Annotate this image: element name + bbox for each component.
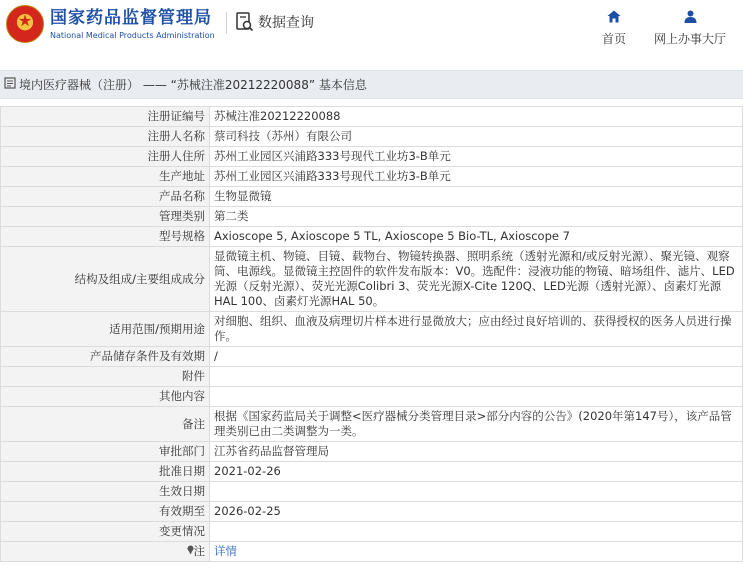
pin-icon: [187, 544, 194, 558]
info-row: [1, 167, 743, 187]
nav-online-services[interactable]: [650, 8, 730, 47]
field-value: 苏州工业园区兴浦路333号现代工业坊3-B单元: [210, 147, 743, 167]
registration-info-table: [0, 106, 743, 562]
nav-services-label: 网上办事大厅: [653, 32, 726, 46]
document-search-icon: [236, 12, 254, 32]
info-row: [1, 312, 743, 347]
data-query-label: 数据查询: [258, 15, 314, 31]
breadcrumb-text: 境内医疗器械（注册） —— “苏械注准20212220088” 基本信息: [19, 78, 367, 92]
info-row: [1, 407, 743, 442]
field-value: 2021-02-26: [210, 462, 743, 482]
field-label: 其他内容: [1, 387, 210, 407]
nav-home-label: 首页: [601, 32, 626, 46]
header-divider: [226, 12, 227, 34]
field-value: [210, 482, 743, 502]
field-label: 结构及组成/主要组成成分: [1, 247, 210, 312]
field-label: 有效期至: [1, 502, 210, 522]
field-label: 附件: [1, 367, 210, 387]
field-value: 苏械注准20212220088: [210, 107, 743, 127]
field-label: 生效日期: [1, 482, 210, 502]
field-value: 对细胞、组织、血液及病理切片样本进行显微放大；应由经过良好培训的、获得授权的医务人员进行操作。: [210, 312, 743, 347]
field-value: 生物显微镜: [210, 187, 743, 207]
field-value: 蔡司科技（苏州）有限公司: [210, 127, 743, 147]
breadcrumb: [0, 70, 743, 99]
home-icon: [607, 8, 621, 27]
nav-home[interactable]: [596, 8, 632, 47]
site-header: [0, 0, 743, 46]
field-value: 2026-02-25: [210, 502, 743, 522]
info-row: [1, 522, 743, 542]
info-row: [1, 147, 743, 167]
note-label: 注: [193, 544, 205, 558]
field-value: 苏州工业园区兴浦路333号现代工业坊3-B单元: [210, 167, 743, 187]
field-value: 显微镜主机、物镜、目镜、载物台、物镜转换器、照明系统（透射光源和/或反射光源）、聚光镜、观察筒、电源线。显微镜主控固件的软件发布版本：V0。选配件：浸液功能的物镜、暗场组件、滤片、LED光源（反射光源）、荧光光源Colibri 3、荧光光源X-Cite 120Q、LED光源（透射光源）、卤素灯光源HAL 100、卤素灯光源HAL 50。: [210, 247, 743, 312]
field-label: 适用范围/预期用途: [1, 312, 210, 347]
field-label: 注册人名称: [1, 127, 210, 147]
site-name-en: National Medical Products Administration: [50, 30, 215, 40]
note-row: [1, 542, 743, 562]
info-row: [1, 187, 743, 207]
info-row: [1, 442, 743, 462]
field-label: 变更情况: [1, 522, 210, 542]
note-label-cell: [1, 542, 210, 562]
info-row: [1, 207, 743, 227]
field-label: 型号规格: [1, 227, 210, 247]
field-value: 第二类: [210, 207, 743, 227]
field-label: 批准日期: [1, 462, 210, 482]
national-emblem-icon: [6, 5, 44, 43]
info-row: [1, 482, 743, 502]
field-label: 审批部门: [1, 442, 210, 462]
info-row: [1, 127, 743, 147]
user-icon: [684, 8, 697, 27]
field-value: [210, 367, 743, 387]
info-row: [1, 367, 743, 387]
field-value: 江苏省药品监督管理局: [210, 442, 743, 462]
field-value: [210, 387, 743, 407]
field-label: 注册人住所: [1, 147, 210, 167]
document-list-icon: [4, 77, 16, 92]
field-value: [210, 522, 743, 542]
info-row: [1, 107, 743, 127]
field-label: 备注: [1, 407, 210, 442]
info-row: [1, 247, 743, 312]
field-label: 产品储存条件及有效期: [1, 347, 210, 367]
field-value: Axioscope 5, Axioscope 5 TL, Axioscope 5 Bio-TL, Axioscope 7: [210, 227, 743, 247]
field-label: 产品名称: [1, 187, 210, 207]
info-row: [1, 347, 743, 367]
info-row: [1, 387, 743, 407]
details-link[interactable]: 详情: [214, 544, 237, 558]
field-label: 管理类别: [1, 207, 210, 227]
field-label: 生产地址: [1, 167, 210, 187]
site-logo[interactable]: [6, 5, 215, 43]
field-value: 根据《国家药监局关于调整<医疗器械分类管理目录>部分内容的公告》(2020年第147号），该产品管理类别已由二类调整为一类。: [210, 407, 743, 442]
field-value: /: [210, 347, 743, 367]
data-query-title: [236, 12, 314, 32]
info-row: [1, 227, 743, 247]
info-row: [1, 462, 743, 482]
note-value-cell: [210, 542, 743, 562]
site-name-cn: 国家药品监督管理局: [50, 7, 212, 28]
field-label: 注册证编号: [1, 107, 210, 127]
info-row: [1, 502, 743, 522]
